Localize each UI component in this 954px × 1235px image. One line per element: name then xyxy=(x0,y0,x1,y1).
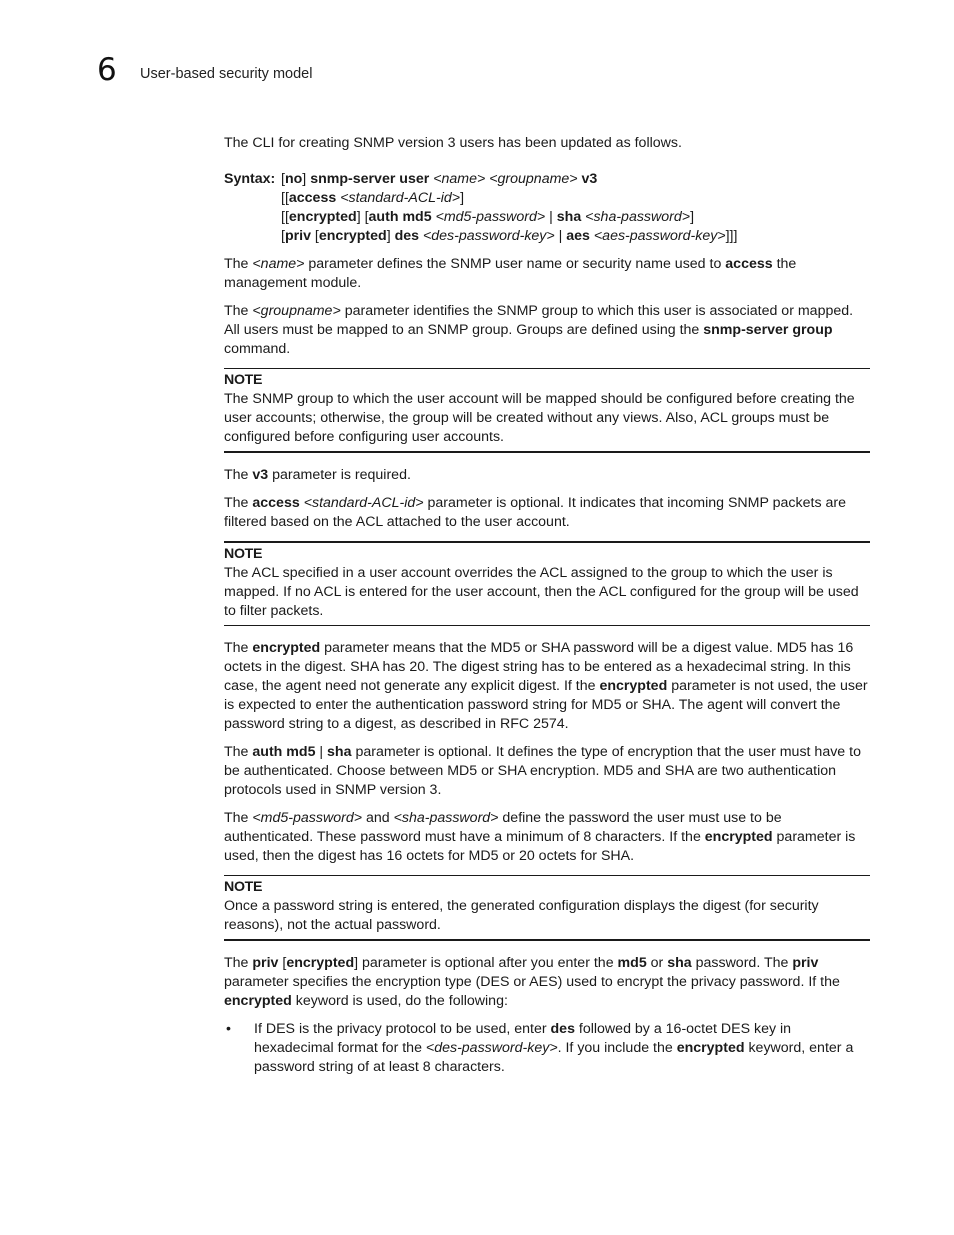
note-text: The SNMP group to which the user account will be mapped should be configured before creating the user accounts; otherwise, the group will be created without any views. Also, ACL groups must be configured before configuring user accounts. xyxy=(224,391,855,445)
syntax-line: [[access <standard-ACL-id>] xyxy=(281,190,465,206)
bullet-icon: • xyxy=(226,1021,231,1037)
page-body xyxy=(224,134,870,1077)
password-parameter-paragraph: The <md5-password> and <sha-password> define the password the user must use to be authenticated. These password must have a minimum of 8 characters. If the encrypted parameter is used, then the digest has 16 octets for MD5 or 20 octets for SHA. xyxy=(224,810,856,864)
intro-paragraph: The CLI for creating SNMP version 3 users has been updated as follows. xyxy=(224,135,682,151)
name-parameter-paragraph: The <name> parameter defines the SNMP user name or security name used to access the management module. xyxy=(224,256,797,291)
note-title: NOTE xyxy=(224,546,263,562)
list-item-text: If DES is the privacy protocol to be used, enter des followed by a 16-octet DES key in hexadecimal format for the <des-password-key>. If you include the encrypted keyword, enter a password string of at least 8 characters. xyxy=(254,1021,854,1075)
syntax-lines xyxy=(281,170,737,246)
auth-parameter-paragraph: The auth md5 | sha parameter is optional. It defines the type of encryption that the user must have to be authenticated. Choose between MD5 or SHA encryption. MD5 and SHA are two authentication protocols used in SNMP version 3. xyxy=(224,744,861,798)
chapter-number: 6 xyxy=(97,52,117,88)
note-box xyxy=(224,541,870,626)
priv-parameter-paragraph: The priv [encrypted] parameter is optional after you enter the md5 or sha password. The priv parameter specifies the encryption type (DES or AES) used to encrypt the privacy password. If the encrypted keyword is used, do the following: xyxy=(224,955,840,1009)
encrypted-parameter-paragraph: The encrypted parameter means that the MD5 or SHA password will be a digest value. MD5 has 16 octets in the digest. SHA has 20. The digest string has to be entered as a hexadecimal string. In this case, the agent need not generate any explicit digest. If the encrypted parameter is not used, the user is expected to enter the authentication password string for MD5 or SHA. The agent will convert the password string to a digest, as described in RFC 2574. xyxy=(224,640,868,732)
note-box xyxy=(224,875,870,941)
access-parameter-paragraph: The access <standard-ACL-id> parameter is optional. It indicates that incoming SNMP packets are filtered based on the ACL attached to the user account. xyxy=(224,495,846,530)
syntax-block xyxy=(224,170,870,246)
note-title: NOTE xyxy=(224,879,263,895)
note-text: Once a password string is entered, the generated configuration displays the digest (for security reasons), not the actual password. xyxy=(224,898,819,933)
note-box xyxy=(224,368,870,453)
groupname-parameter-paragraph: The <groupname> parameter identifies the SNMP group to which this user is associated or mapped. All users must be mapped to an SNMP group. Groups are defined using the snmp-server group command. xyxy=(224,303,854,357)
syntax-line: [[encrypted] [auth md5 <md5-password> | sha <sha-password>] xyxy=(281,209,695,225)
syntax-label: Syntax: xyxy=(224,171,276,187)
chapter-title: User-based security model xyxy=(140,66,313,82)
note-title: NOTE xyxy=(224,372,263,388)
list-item xyxy=(224,1020,870,1077)
v3-parameter-paragraph: The v3 parameter is required. xyxy=(224,467,411,483)
syntax-line: [priv [encrypted] des <des-password-key> | aes <aes-password-key>]]] xyxy=(281,228,738,244)
syntax-line: [no] snmp-server user <name> <groupname> v3 xyxy=(281,171,598,187)
note-text: The ACL specified in a user account overrides the ACL assigned to the group to which the user is mapped. If no ACL is entered for the user account, then the ACL configured for the group will be used to filter packets. xyxy=(224,565,859,619)
